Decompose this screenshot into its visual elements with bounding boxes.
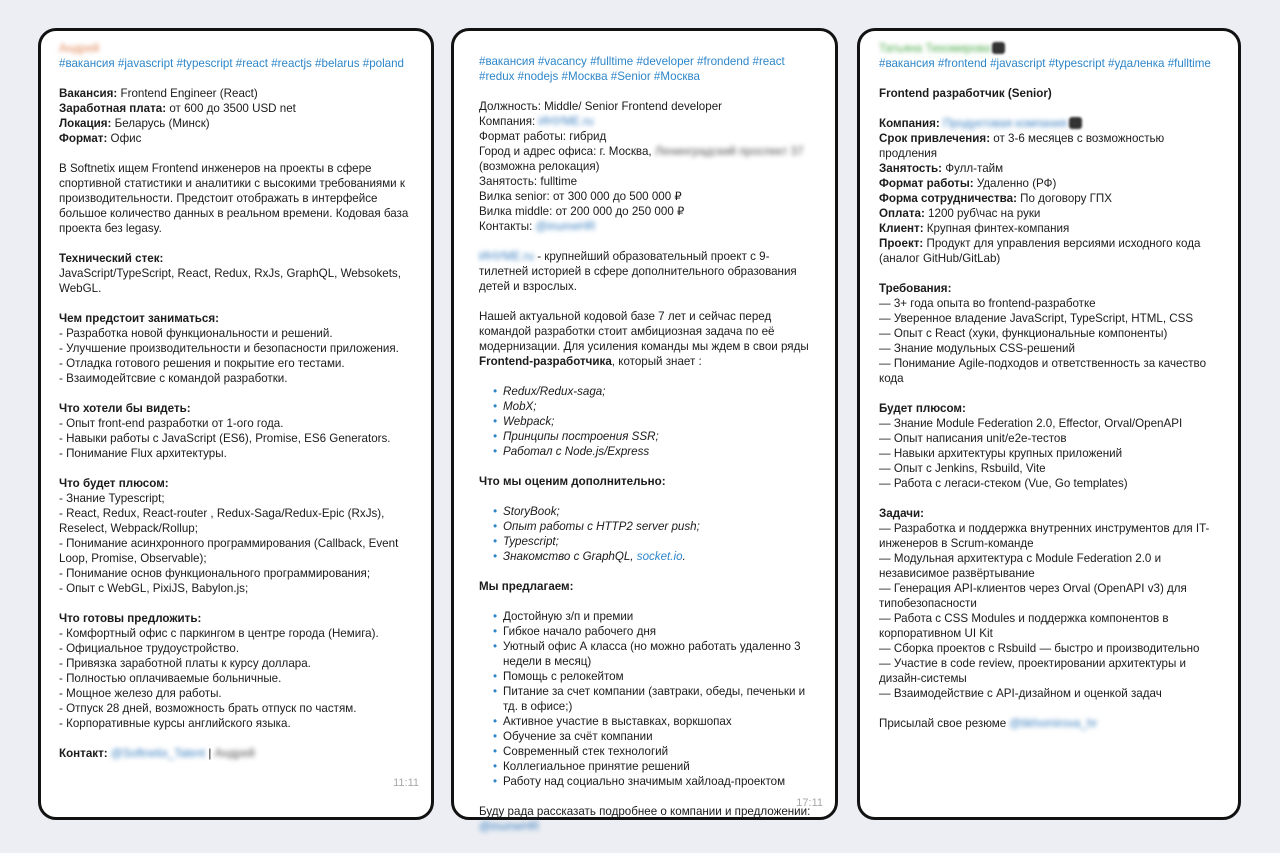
- section-title: Технический стек:: [59, 252, 164, 265]
- about-text: - крупнейший образовательный проект с 9-тилетней историей в сфере дополнительного образования детей и взрослых.: [479, 250, 797, 293]
- list-item: • Обучение за счёт компании: [493, 729, 815, 744]
- closing-line: [879, 716, 1222, 731]
- info-value: от 3-6 месяцев с возможностью продления: [879, 132, 1165, 160]
- mission-text: Нашей актуальной кодовой базе 7 лет и сейчас перед командой разработки стоит амбициозная задача по её модернизации. Для усиления команды мы ждем в свои ряды: [479, 310, 809, 353]
- author-name[interactable]: Татьяна Тихомирова: [879, 42, 991, 55]
- section-line: - Понимание основ функционального программирования;: [59, 567, 371, 580]
- info-key: Срок привлечения:: [879, 132, 991, 145]
- extras-list: [479, 504, 815, 564]
- company-link[interactable]: Продуктовая компания: [943, 117, 1067, 130]
- section-line: - Взаимодейтсвие с командой разработки.: [59, 372, 288, 385]
- info-value: Frontend Engineer (React): [117, 87, 258, 100]
- info-value: от 600 до 3500 USD net: [166, 102, 296, 115]
- section-line: - Мощное железо для работы.: [59, 687, 222, 700]
- mission-role: Frontend-разработчика: [479, 355, 612, 368]
- list-item: • Принципы построения SSR;: [493, 429, 815, 444]
- section-title: Задачи:: [879, 507, 924, 520]
- socketio-link[interactable]: socket.io: [636, 550, 683, 563]
- section-title: Чем предстоит заниматься:: [59, 312, 219, 325]
- office-address: Ленинградский проспект 37: [654, 145, 804, 158]
- info-key: Заработная плата:: [59, 102, 167, 115]
- info-line: Город и адрес офиса: г. Москва,: [479, 145, 652, 158]
- info-value: Офис: [107, 132, 142, 145]
- contact-label: Контакт:: [59, 747, 108, 760]
- section-line: - Понимание Flux архитектуры.: [59, 447, 227, 460]
- list-item: • StoryBook;: [493, 504, 815, 519]
- section-line: — Генерация API-клиентов через Orval (OpenAPI v3) для типобезопасности: [879, 582, 1187, 610]
- section-line: - Знание Typescript;: [59, 492, 165, 505]
- section-line: — Работа с CSS Modules и поддержка компонентов в корпоративном UI Kit: [879, 612, 1169, 640]
- hashtags[interactable]: #вакансия #javascript #typescript #react #reactjs #belarus #poland: [59, 57, 405, 70]
- section-line: — Понимание Agile-подходов и ответственность за качество кода: [879, 357, 1207, 385]
- section-line: — Участие в code review, проектировании архитектуры и дизайн-системы: [879, 657, 1186, 685]
- info-block: [879, 116, 1222, 266]
- list-item: • Активное участие в выставках, воркшопах: [493, 714, 815, 729]
- info-line: Вилка middle: от 200 000 до 250 000 ₽: [479, 205, 685, 218]
- info-line: (возможна релокация): [479, 160, 600, 173]
- list-item-text: Знакомство с GraphQL,: [503, 550, 637, 563]
- section-line: JavaScript/TypeScript, React, Redux, RxJs, GraphQL, Websokets, WebGL.: [59, 267, 401, 295]
- section-line: — Знание модульных CSS-решений: [879, 342, 1075, 355]
- contact-handle-link[interactable]: @Softnetix_Talent: [110, 747, 206, 760]
- section-line: — Разработка и поддержка внутренних инструментов для IT-инженеров в Scrum-команде: [879, 522, 1210, 550]
- info-value: Удаленно (РФ): [973, 177, 1057, 190]
- info-key: Вакансия:: [59, 87, 118, 100]
- about-paragraph: [479, 249, 815, 294]
- section-line: - Корпоративные курсы английского языка.: [59, 717, 291, 730]
- info-key: Проект:: [879, 237, 924, 250]
- hashtags[interactable]: #вакансия #frontend #javascript #typescript #удаленка #fulltime: [879, 57, 1211, 70]
- section-line: - Понимание асинхронного программирования (Callback, Event Loop, Promise, Observable);: [59, 537, 399, 565]
- list-item: • Опыт работы с HTTP2 server push;: [493, 519, 815, 534]
- mission-tail: , который знает :: [611, 355, 702, 368]
- section-line: - Официальное трудоустройство.: [59, 642, 240, 655]
- section-line: - Отпуск 28 дней, возможность брать отпуск по частям.: [59, 702, 357, 715]
- info-value: Беларусь (Минск): [111, 117, 210, 130]
- info-key: Компания:: [879, 117, 940, 130]
- info-line: Вилка senior: от 300 000 до 500 000 ₽: [479, 190, 682, 203]
- info-key: Локация:: [59, 117, 112, 130]
- section-title: Что мы оценим дополнительно:: [479, 475, 666, 488]
- info-value: Фулл-тайм: [942, 162, 1004, 175]
- company-link[interactable]: ИНУМЕ.ru: [538, 115, 594, 128]
- info-key: Форма сотрудничества:: [879, 192, 1017, 205]
- info-line: Должность: Middle/ Senior Frontend developer: [479, 100, 723, 113]
- section-line: - Опыт front-end разработки от 1-ого года.: [59, 417, 284, 430]
- section-line: - Комфортный офис с паркингом в центре города (Немига).: [59, 627, 379, 640]
- closing-contact-link[interactable]: @inumeHR: [479, 820, 540, 833]
- hashtags[interactable]: #вакансия #vacancy #fulltime #developer #frondend #react #redux #nodejs #Москва #Senior #Москва: [479, 55, 785, 83]
- section-title: Что будет плюсом:: [59, 477, 169, 490]
- vacancy-card-inume: [451, 28, 838, 833]
- list-item: • Гибкое начало рабочего дня: [493, 624, 815, 639]
- info-key: Формат работы:: [879, 177, 974, 190]
- vacancy-card-softnetix: [38, 28, 434, 820]
- info-key: Занятость:: [879, 162, 943, 175]
- info-block: [479, 99, 815, 234]
- section-line: - Опыт с WebGL, PixiJS, Babylon.js;: [59, 582, 249, 595]
- closing-text: Присылай свое резюме: [879, 717, 1010, 730]
- section-line: - Отладка готового решения и покрытие его тестами.: [59, 357, 345, 370]
- section-title: Что хотели бы видеть:: [59, 402, 191, 415]
- emoji-icon: [1069, 117, 1082, 129]
- section-line: — Опыт с Jenkins, Rsbuild, Vite: [879, 462, 1046, 475]
- section-line: — Модульная архитектура с Module Federation 2.0 и независимое развёртывание: [879, 552, 1162, 580]
- offers-list: [479, 609, 815, 789]
- list-item: • Typescript;: [493, 534, 815, 549]
- section-line: - Привязка заработной платы к курсу доллара.: [59, 657, 311, 670]
- section-line: — Работа с легаси-стеком (Vue, Go templates): [879, 477, 1128, 490]
- info-line: Компания:: [479, 115, 536, 128]
- section-line: - Разработка новой функциональности и решений.: [59, 327, 333, 340]
- info-value: По договору ГПХ: [1016, 192, 1112, 205]
- message-time: 17:11: [796, 797, 823, 809]
- list-item: • Webpack;: [493, 414, 815, 429]
- list-item: • Знакомство с GraphQL, socket.io.: [493, 549, 815, 564]
- section-line: — Опыт с React (хуки, функциональные компоненты): [879, 327, 1168, 340]
- list-item: • MobX;: [493, 399, 815, 414]
- list-item: • Достойную з/п и премии: [493, 609, 815, 624]
- contact-line: [59, 746, 414, 761]
- section-line: - Полностью оплачиваемые больничные.: [59, 672, 282, 685]
- contacts-link[interactable]: @inumeHR: [535, 220, 596, 233]
- info-line: Формат работы: гибрид: [479, 130, 607, 143]
- list-item: • Работу над социально значимым хайлоад-проектом: [493, 774, 815, 789]
- message-time: 11:11: [393, 777, 419, 789]
- info-value: Крупная финтех-компания: [923, 222, 1070, 235]
- info-block: [59, 86, 414, 146]
- section-line: — Взаимодействие с API-дизайном и оценкой задач: [879, 687, 1162, 700]
- section-line: — Уверенное владение JavaScript, TypeScript, HTML, CSS: [879, 312, 1194, 325]
- section-line: — Сборка проектов с Rsbuild — быстро и производительно: [879, 642, 1200, 655]
- skills-list: [479, 384, 815, 459]
- info-line: Контакты:: [479, 220, 533, 233]
- section-line: - React, Redux, React-router , Redux-Saga/Redux-Epic (RxJs), Reselect, Webpack/Rollup;: [59, 507, 385, 535]
- section-title: Что готовы предложить:: [59, 612, 202, 625]
- company-link[interactable]: ИНУМЕ.ru: [479, 250, 534, 263]
- info-value: Продукт для управления версиями исходного кода (аналог GitHub/GitLab): [879, 237, 1201, 265]
- section-title: Мы предлагаем:: [479, 580, 574, 593]
- closing-text: Буду рада рассказать подробнее о компании и предложении:: [479, 805, 811, 818]
- contact-name: Андрей: [214, 747, 255, 760]
- section-line: - Улучшение производительности и безопасности приложения.: [59, 342, 399, 355]
- vacancy-title: Frontend разработчик (Senior): [879, 87, 1052, 100]
- mission-paragraph: [479, 309, 815, 369]
- closing-contact-link[interactable]: @tikhomirova_hr: [1009, 717, 1098, 730]
- info-key: Формат:: [59, 132, 108, 145]
- section-line: — Навыки архитектуры крупных приложений: [879, 447, 1123, 460]
- intro-text: В Softnetix ищем Frontend инженеров на проекты в сфере спортивной статистики и аналитики с высокими требованиями к производительности. Предстоит отображать в интерфейсе большое количество данных в реальном времени. Кодовая база проекта без legasy.: [59, 162, 409, 235]
- section-title: Требования:: [879, 282, 952, 295]
- list-item: • Современный стек технологий: [493, 744, 815, 759]
- section-line: - Навыки работы с JavaScript (ES6), Promise, ES6 Generators.: [59, 432, 391, 445]
- list-item: • Коллегиальное принятие решений: [493, 759, 815, 774]
- vacancy-card-fintech: [857, 28, 1241, 820]
- list-item: • Redux/Redux-saga;: [493, 384, 815, 399]
- emoji-icon: [992, 42, 1005, 54]
- contact-separator: |: [205, 747, 215, 760]
- section-line: — Опыт написания unit/e2e-тестов: [879, 432, 1067, 445]
- author-name[interactable]: Андрей: [59, 42, 100, 55]
- section-line: — Знание Module Federation 2.0, Effector, Orval/OpenAPI: [879, 417, 1183, 430]
- info-key: Клиент:: [879, 222, 924, 235]
- section-title: Будет плюсом:: [879, 402, 966, 415]
- list-item: • Помощь с релокейтом: [493, 669, 815, 684]
- list-item: • Питание за счет компании (завтраки, обеды, печеньки и тд. в офисе;): [493, 684, 815, 714]
- info-key: Оплата:: [879, 207, 925, 220]
- info-value: 1200 руб\час на руки: [924, 207, 1041, 220]
- list-item: • Работал с Node.js/Express: [493, 444, 815, 459]
- section-line: — 3+ года опыта во frontend-разработке: [879, 297, 1096, 310]
- info-line: Занятость: fulltime: [479, 175, 578, 188]
- list-item: • Уютный офис А класса (но можно работать удаленно 3 недели в месяц): [493, 639, 815, 669]
